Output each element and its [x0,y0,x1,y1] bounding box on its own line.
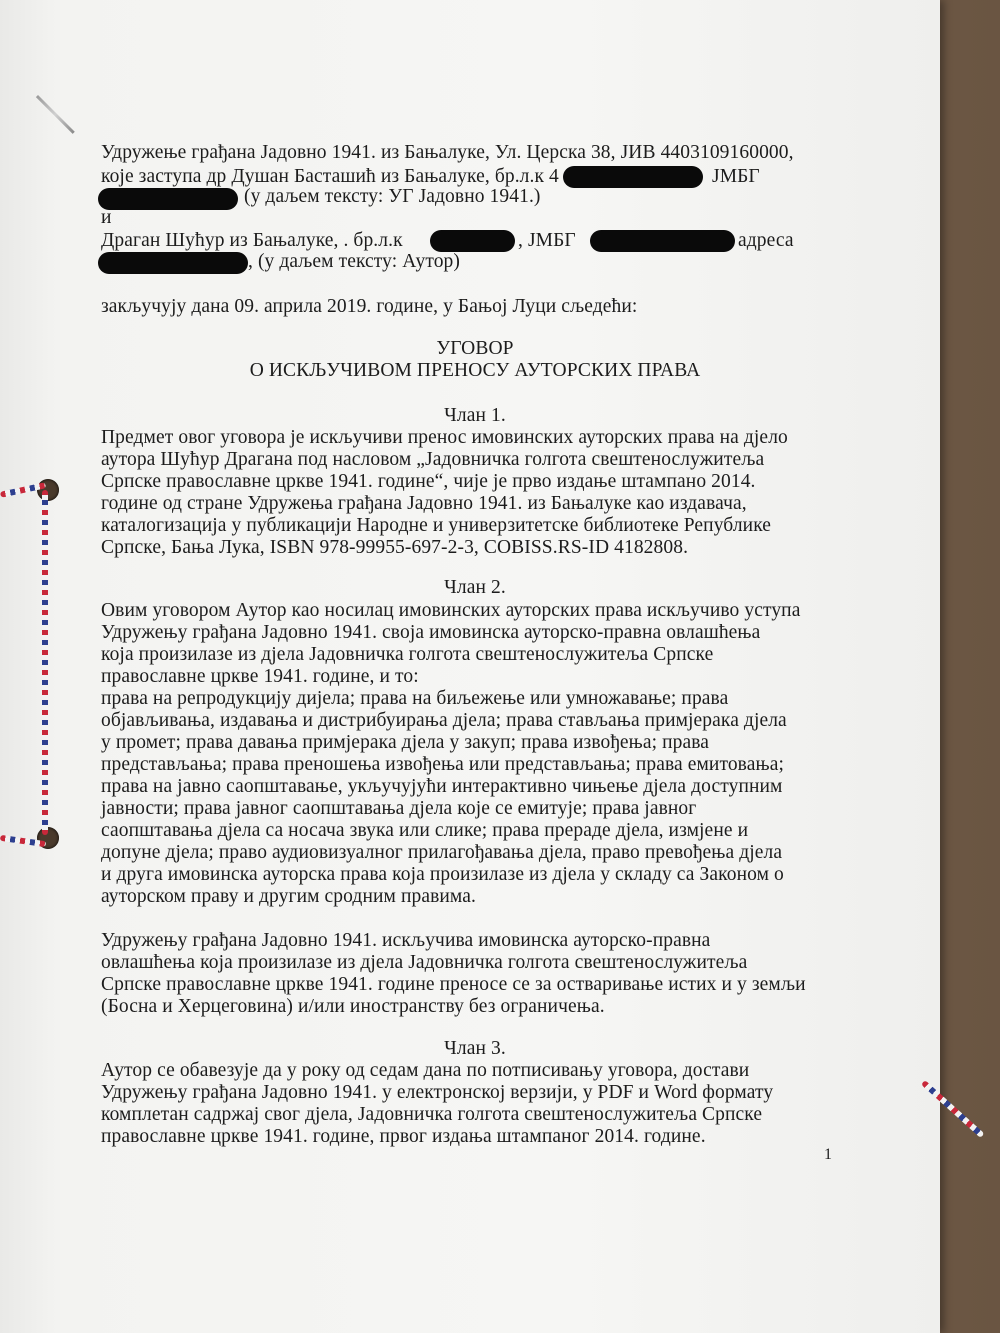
article-2-line: права на репродукцију дијела; права на биљежење или умножавање; права [101,688,729,709]
header-line-6: , (у даљем тексту: Аутор) [248,251,460,272]
intro-text: закључују дана 09. априла 2019. године, у Бањој Луци сљедећи: [101,296,638,317]
article-2-line: која произилазе из дјела Јадовничка голгота свештенослужитеља Српске [101,644,714,665]
redaction-id-card [563,166,703,188]
article-1-line: године од стране Удружења грађана Јадовно 1941. из Бањалуке као издавача, [101,493,747,514]
article-2-para2-line: Српске православне цркве 1941. године преносе се за остваривање истих и у земљи [101,974,806,995]
document-subtitle: О ИСКЉУЧИВОМ ПРЕНОСУ АУТОРСКИХ ПРАВА [249,360,701,381]
article-2-line: објављивања, издавања и дистрибуирања дјела; права стављања примјерака дјела [101,710,787,731]
article-2-para2-line: (Босна и Херцеговина) и/или иностранству без ограничења. [101,996,605,1017]
article-1-line: каталогизација у публикацији Народне и универзитетске библиотеке Републике [101,515,772,536]
header-line-5: Драган Шућур из Бањалуке, . бр.л.к [101,230,403,251]
article-2-heading: Члан 2. [444,577,506,598]
article-1-heading: Члан 1. [444,405,506,426]
binding-string [42,490,48,835]
redaction-author-id [430,230,515,252]
header-line-5-tail: адреса [738,230,794,251]
article-3-line: православне цркве 1941. године, првог издања штампаног 2014. године. [101,1126,706,1147]
staple [36,95,75,134]
article-2-line: у промет; права давања примјерака дјела у закуп; права извођења; права [101,732,710,753]
article-2-line: представљања; права преношења извођења или представљања; права емитовања; [101,754,784,775]
article-2-para2-line: Удружењу грађана Јадовно 1941. искључива имовинска ауторско-правна [101,930,711,951]
article-1-line: Предмет овог уговора је искључиви пренос имовинских ауторских права на дјело [101,427,788,448]
article-1-line: Српске, Бања Лука, ISBN 978-99955-697-2-3, COBISS.RS-ID 4182808. [101,537,689,558]
article-2-line: Удружењу грађана Јадовно 1941. своја имовинска ауторско-правна овлашћења [101,622,761,643]
article-1-line: Српске православне цркве 1941. године“, чије је прво издање штампано 2014. [101,471,756,492]
article-3-line: Аутор се обавезује да у року од седам дана по потписивању уговора, достави [101,1060,750,1081]
document-title: УГОВОР [436,338,514,359]
article-1-line: аутора Шућур Драгана под насловом „Јадовничка голгота свештенослужитеља [101,449,765,470]
article-2-line: саопштавања дјела са носача звука или слике; права прераде дјела, измјене и [101,820,749,841]
header-conjunction: и [101,207,112,228]
article-3-heading: Члан 3. [444,1038,506,1059]
header-line-2: које заступа др Душан Басташић из Бањалуке, бр.л.к 4 [101,166,559,187]
article-3-line: комплетан садржај свог дјела, Јадовничка голгота свештенослужитеља Српске [101,1104,763,1125]
article-2-line: права на јавно саопштавање, укључујући интерактивно чињење дјела доступним [101,776,783,797]
article-2-line: јавности; права јавног саопштавања дјела које се емитује; права јавног [101,798,697,819]
redaction-address [98,252,248,274]
redaction-author-jmbg [590,230,735,252]
article-2-para2-line: овлашћења која произилазе из дјела Јадовничка голгота свештенослужитеља [101,952,748,973]
article-2-line: Овим уговором Аутор као носилац имовинских ауторских права искључиво уступа [101,600,801,621]
header-line-2-tail: ЈМБГ [712,166,760,187]
article-2-line: ауторском праву и другим сродним правима. [101,886,476,907]
article-3-line: Удружењу грађана Јадовно 1941. у електронској верзији, у PDF и Word формату [101,1082,774,1103]
page-number: 1 [824,1146,832,1163]
article-2-line: и друга имовинска ауторска права која произилазе из дјела у складу са Законом о [101,864,784,885]
article-2-line: допуне дјела; право аудиовизуалног прилагођавања дјела, право превођења дјела [101,842,783,863]
article-2-line: православне цркве 1941. године, и то: [101,666,419,687]
header-line-3: (у даљем тексту: УГ Јадовно 1941.) [244,186,541,207]
header-line-1: Удружење грађана Јадовно 1941. из Бањалуке, Ул. Церска 38, ЈИВ 4403109160000, [101,142,794,163]
header-line-5-mid: , ЈМБГ [518,230,576,251]
redaction-jmbg [98,188,238,210]
